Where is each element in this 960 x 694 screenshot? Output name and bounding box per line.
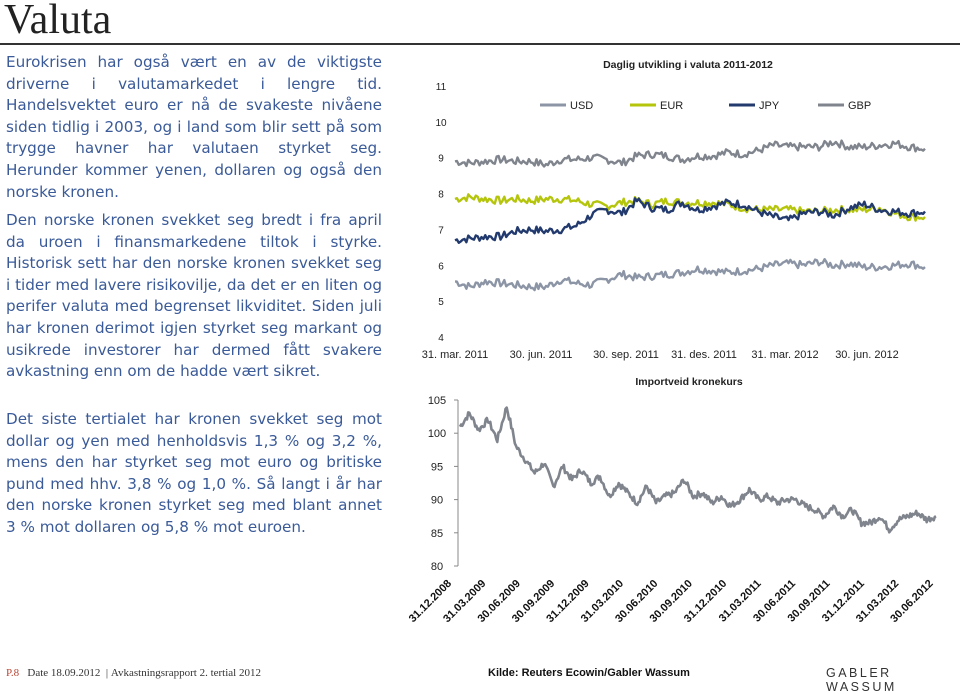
chart2-y-tick-label: 80 — [430, 561, 444, 573]
chart2-y-tick-label: 95 — [430, 461, 444, 474]
chart1-x-tick-label: 31. des. 2011 — [671, 349, 737, 361]
chart2-x-tick-label: 30.06.2011 — [751, 577, 799, 625]
chart1-x-tick-label: 30. jun. 2012 — [835, 349, 899, 361]
chart2-x-tick-label: 31.12.2008 — [406, 577, 455, 626]
chart1-x-tick-label: 31. mar. 2011 — [421, 349, 489, 361]
chart1-legend-label: USD — [570, 100, 594, 112]
chart2-x-tick-label: 31.12.2009 — [544, 577, 592, 626]
footer-date-label: Date — [27, 667, 49, 679]
footer-brand-logo: GABLER WASSUM — [826, 666, 897, 694]
chart1-y-tick-label: 8 — [438, 189, 444, 201]
page-number: P.8 — [6, 667, 20, 679]
chart2-x-tick-label: 30.09.2010 — [647, 577, 695, 626]
chart1-legend-label: JPY — [759, 100, 780, 112]
footer-meta: P.8 Date 18.09.2012 | Avkastningsrapport 2. tertial 2012 — [6, 667, 261, 679]
chart2-title: Importveid kronekurs — [635, 376, 743, 388]
chart1-y-tick-label: 10 — [435, 117, 447, 129]
chart2-y-tick-label: 90 — [430, 494, 444, 507]
footer-report-name: Avkastningsrapport 2. tertial 2012 — [110, 667, 261, 679]
chart2-y-tick-label: 85 — [430, 527, 444, 540]
chart2-x-tick-label: 31.03.2011 — [716, 577, 764, 625]
chart2-x-tick-label: 31.12.2011 — [819, 577, 867, 625]
chart2-series-line — [460, 408, 936, 533]
paragraph-krone-weakening: Den norske kronen svekket seg bredt i fra april da uroen i finansmarkedene tiltok i styrke. Historisk sett har den norske kronen svekket seg i tider med lavere risikovilje, da det er en liten og perifer valuta med begrenset likviditet. Siden juli har kronen derimot igjen styrket seg markant og usikrede investorer har dermed fått svakere avkastning enn om de hadde vært sikret. — [6, 211, 382, 381]
chart2-x-tick-label: 31.03.2012 — [853, 577, 902, 626]
chart2-x-tick-label: 30.06.2010 — [613, 577, 661, 626]
chart1-legend-label: GBP — [848, 100, 872, 112]
chart1-y-tick-label: 6 — [438, 261, 444, 273]
chart2-x-tick-label: 30.06.2012 — [888, 577, 936, 626]
footer-source: Kilde: Reuters Ecowin/Gabler Wassum — [488, 667, 690, 679]
chart1-x-tick-label: 30. jun. 2011 — [509, 349, 573, 361]
paragraph-tertial-summary: Det siste tertialet har kronen svekket seg mot dollar og yen med henholdsvis 1,3 % og 3,2 %, mens den har styrket seg mot euro og britiske pund med hhv. 3,8 % og 1,0 %. Så langt i år har den norske kronen styrket seg med blant annet 3 % mot dollaren og 5,8 % mot euroen. — [6, 410, 382, 536]
page-title: Valuta — [4, 0, 112, 43]
chart1-y-tick-label: 4 — [438, 333, 444, 344]
chart2-x-tick-label: 30.09.2009 — [509, 577, 558, 626]
chart1-x-tick-label: 30. sep. 2011 — [593, 349, 659, 361]
chart1-y-tick-label: 11 — [435, 82, 447, 93]
chart2-y-tick-label: 100 — [427, 428, 447, 441]
chart2-x-tick-label: 30.09.2011 — [785, 577, 833, 625]
chart1-series-line-gbp — [455, 141, 925, 167]
paragraph-intro: Eurokrisen har også vært en av de viktigste driverne i valutamarkedet i lengre tid. Handelsvektet euro er nå de svakeste nivåene siden tidlig i 2003, og i land som blir sett på som trygge havner har valutaen styrket seg. Herunder kommer yenen, dollaren og også den norske kronen. — [6, 53, 382, 201]
footer-date: 18.09.2012 — [50, 667, 101, 679]
chart1-title: Daglig utvikling i valuta 2011-2012 — [603, 59, 773, 71]
chart1-y-tick-label: 5 — [438, 297, 444, 309]
chart2-x-tick-label: 31.03.2009 — [441, 577, 489, 626]
chart2-y-tick-label: 105 — [427, 395, 447, 407]
chart2-x-tick-label: 31.12.2010 — [681, 577, 730, 626]
chart2-x-tick-label: 31.03.2010 — [578, 577, 627, 626]
chart1-legend-label: EUR — [660, 100, 684, 112]
chart1-y-tick-label: 9 — [438, 153, 444, 165]
chart2-x-tick-label: 30.06.2009 — [475, 577, 523, 626]
chart1-series-line-usd — [455, 259, 925, 290]
chart1-x-tick-label: 31. mar. 2012 — [751, 349, 819, 361]
chart1-y-tick-label: 7 — [438, 225, 444, 237]
